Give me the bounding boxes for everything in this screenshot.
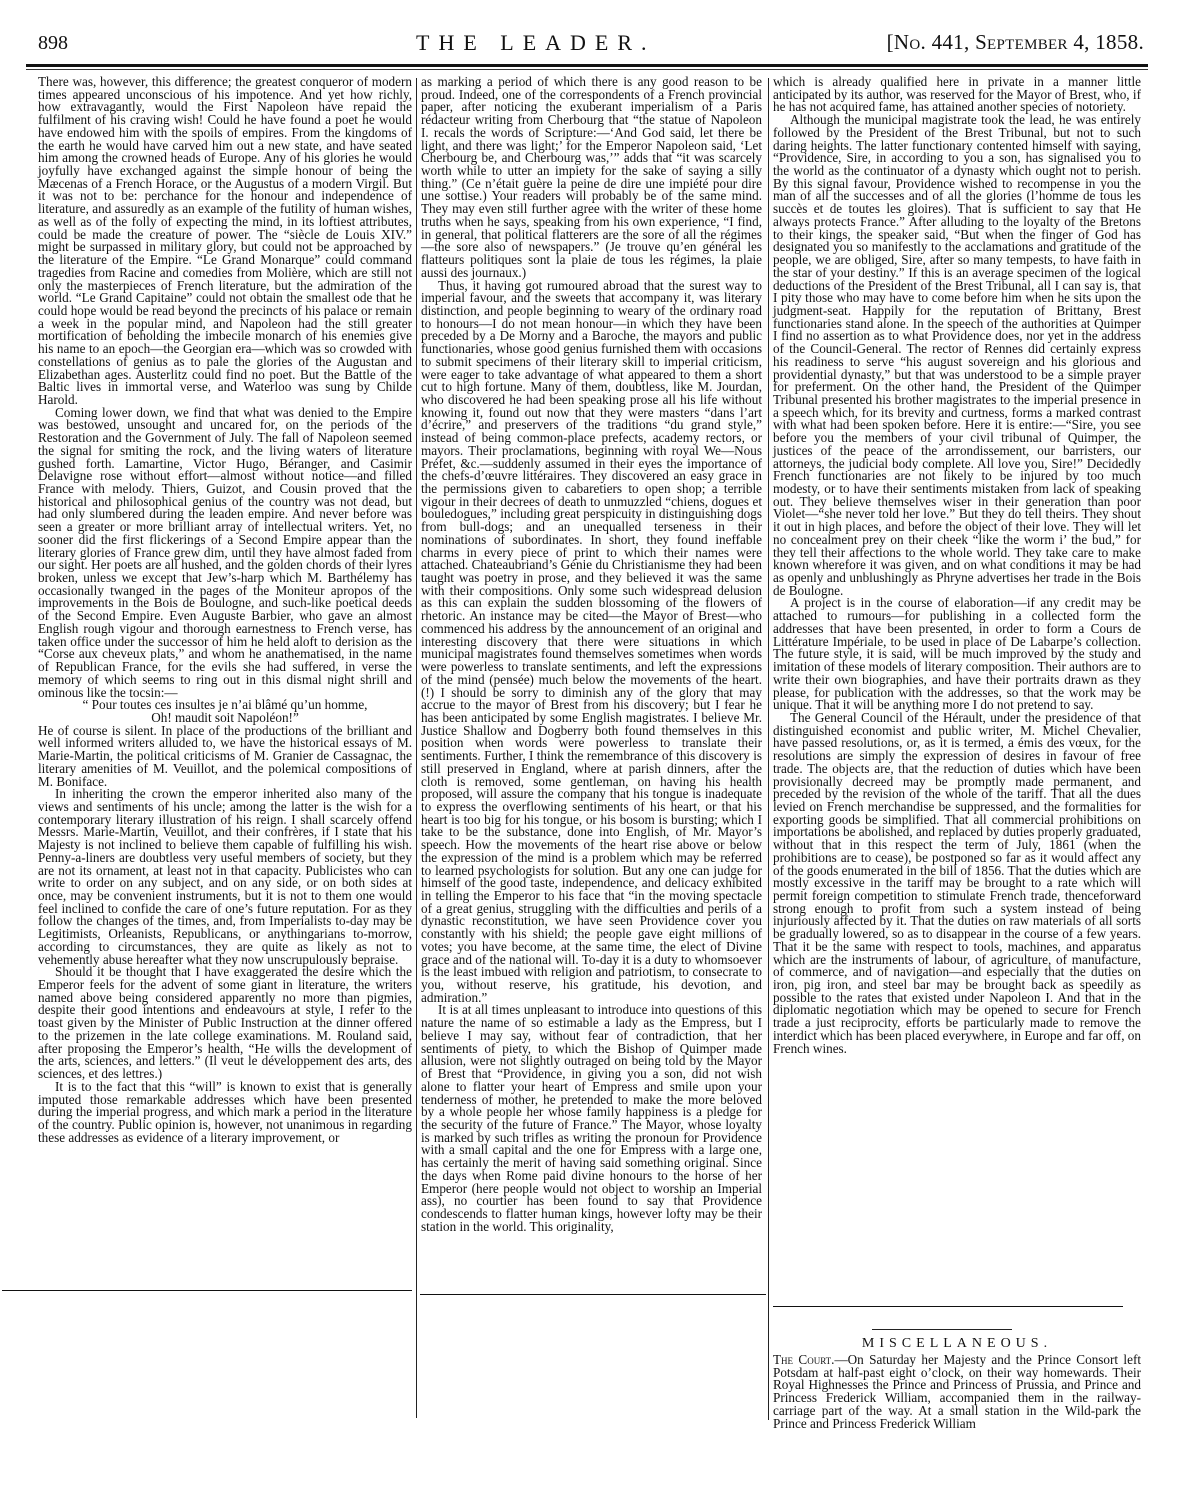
masthead xyxy=(38,28,1146,56)
newspaper-title: THE LEADER. xyxy=(416,30,656,55)
masthead-rule-thick xyxy=(26,64,1148,67)
paragraph: The General Council of the Hérault, under the presidence of that distinguished economist and public writer, M. Michel Chevalier, have passed resolutions, or, as it is termed, a émis des vœux, for the resolutions are simply the expression of desires in favour of free trade. The objects are, that the reduction of duties which have been provisionally decreed may be promptly made permanent, and preceded by the revision of the whole of the tariff. That all the dues levied on French merchandise be suppressed, and the formalities for exporting goods be simplified. That all commercial prohibitions on importations be abolished, and replaced by duties properly graduated, without that in this respect the term of July, 1861 (when the prohibitions are to cease), be postponed so far as it would affect any of the goods enumerated in the bill of 1856. That the duties which are mostly excessive in the tariff may be brought to a rate which will permit foreign competition to stimulate French trade, thenceforward strong enough to profit from such a system instead of being injuriously affected by it. That the duties on raw materials of all sorts be gradually lowered, so as to disappear in the course of a few years. That it be the same with respect to tools, machines, and apparatus which are the instruments of labour, of agriculture, of manufacture, of commerce, and of navigation—and especially that the duties on iron, pig iron, and steel bar may be brought back as speedily as possible to the rates that existed under Napoleon I. And that in the diplomatic negotiation which may be opened to secure for French trade a just reciprocity, efforts be particularly made to remove the interdict which has been placed everywhere, in Europe and far off, on French wines. xyxy=(773,709,1141,1056)
paragraph: There was, however, this difference; the greatest conqueror of modern times appeared unconscious of his impotence. And yet how richly, how extravagantly, would the First Napoleon have repaid the fulfilment of his craving wish! Could he have found a poet he would have endowed him with the spoils of empires. From the kingdoms of the earth he would have carved him out a new state, and have seated him among the crowned heads of Europe. Any of his glories he would joyfully have exchanged against the simple honour of being the Mæcenas of a French Horace, or the Augustus of a modern Virgil. But it was not to be: perchance for the honour and independence of literature, and assuredly as an example of the futility of human wishes, as well as of the folly of expecting the mind, in its loftiest attributes, could be made the creature of power. The “siècle de Louis XIV.” might be surpassed in military glory, but could not be approached by the literature of the Empire. “Le Grand Monarque” could command tragedies from Racine and comedies from Molière, which are still not only the masterpieces of French literature, but the admiration of the world. “Le Grand Capitaine” could not obtain the smallest ode that he could hope would be read beyond the precincts of his palace or remain a week in the popular mind, and Napoleon had the still greater mortification of beholding the imbecile monarch of his enemies give his name to an epoch—the Georgian era—which was so crowded with constellations of genius as to pale the glories of the Augustan and Elizabethan ages. Austerlitz could find no poet. But the Battle of the Baltic lives in immortal verse, and Waterloo was sung by Childe Harold. xyxy=(38,74,412,407)
paragraph: In inheriting the crown the emperor inherited also many of the views and sentiments of his uncle; among the latter is the wish for a contemporary literary illustration of his reign. I shall scarcely offend Messrs. Marie-Martin, Veuillot, and their confrères, if I state that his Majesty is not inclined to believe them capable of fulfilling his wish. Penny-a-liners are doubtless very useful members of society, but they are not its ornament, at least not in that capacity. Publicistes who can write to order on any subject, and on any side, or on both sides at once, may be convenient instruments, but it is not to them one would feel inclined to confide the care of one’s future reputation. For as they follow the changes of the times, and, from Imperialists to-day may be Legitimists, Orleanists, Republicans, or anythingarians to-morrow, according to circumstances, they are quite as likely as not to vehemently abuse hereafter what they now unscrupulously bepraise. xyxy=(38,786,412,967)
paragraph: Coming lower down, we find that what was denied to the Empire was bestowed, unsought and uncared for, on the periods of the Restoration and the Government of July. The fall of Napoleon seemed the signal for smiting the rock, and the living waters of literature gushed forth. Lamartine, Victor Hugo, Béranger, and Casimir Delavigne rose without effort—almost without notice—and filled France with melody. Thiers, Guizot, and Cousin proved that the historical and philosophical genius of the country was not dead, but had only slumbered during the leaden empire. And never before was seen a greater or more brilliant array of intellectual writers. Yet, no sooner did the first flickerings of a Second Empire appear than the literary glories of France grew dim, until they have almost faded from our sight. Her poets are all hushed, and the golden chords of their lyres broken, unless we except that Jew’s-harp which M. Barthélemy has occasionally twanged in the pages of the Moniteur apropos of the improvements in the Bois de Boulogne, and such-like poetical deeds of the Second Empire. Even Auguste Barbier, who gave an almost English rough vigour and thorough earnestness to French verse, has taken office under the successor of him he held aloft to derision as the “Corse aux cheveux plats,” and whom he anathematised, in the name of Republican France, for the evils she had suffered, in verse the memory of which seems to ring out in this dismal night shrill and ominous like the tocsin:— xyxy=(38,404,412,700)
paragraph: as marking a period of which there is any good reason to be proud. Indeed, one of the correspondents of a French provincial paper, after noticing the exuberant imperialism of a Paris rédacteur writing from Cherbourg that “the statue of Napoleon I. recals the words of Scripture:—‘And God said, let there be light, and there was light;’ for the Emperor Napoleon said, ‘Let Cherbourg be, and Cherbourg was,’” adds that “it was scarcely worth while to utter an impiety for the sake of saying a silly thing.” (Ce n’était guère la peine de dire une impiété pour dire une sottise.) Your readers will probably be of the same mind. They may even still further agree with the writer of these home truths when he says, speaking from his own experience, “I find, in general, that political flatterers are the sore of all the régimes—the sore also of newspapers.” (Je trouve qu’en général les flatteurs politiques sont la plaie de tous les régimes, la plaie aussi des journaux.) xyxy=(421,74,762,280)
article-column-1 xyxy=(38,76,412,1144)
issue-info: [No. 441, September 4, 1858. xyxy=(886,30,1144,54)
paragraph: It is at all times unpleasant to introduce into questions of this nature the name of so estimable a lady as the Empress, but I believe I may say, without fear of contradiction, that her sentiments of piety, to which the Bishop of Quimper made allusion, were not slightly outraged on being told by the Mayor of Brest that “Providence, in giving you a son, did not wish alone to flatter your heart of Empress and smile upon your tenderness of mother, he pretended to make the more beloved by a whole people her whose family happiness is a pledge for the security of the future of France.” The Mayor, whose loyalty is marked by such trifles as writing the pronoun for Providence with a small capital and the one for Empress with a large one, has certainly the merit of having said something original. Since the days when Rome paid divine honours to the horse of her Emperor (here people would not object to worship an Imperial ass), no courtier has been found to say that Providence condescends to flatter human kings, however lofty may be their station in the world. This originality, xyxy=(421,1002,762,1234)
column-divider-1 xyxy=(416,78,417,1418)
item-body: —On Saturday her Majesty and the Prince Consort left Potsdam at half-past eight o’clock, on their way homewards. Their Royal Highnesses the Prince and Princess of Prussia, and Prince and Princess Frederick William, accompanied them in the railway-carriage part of the way. At a small station in the Wild-park the Prince and Princess Frederick William xyxy=(773,1352,1142,1431)
verse-quote xyxy=(38,699,412,724)
paragraph: Although the municipal magistrate took the lead, he was entirely followed by the President of the Brest Tribunal, but not to such daring heights. The latter functionary contented himself with saying, “Providence, Sire, in according to you a son, has signalised you to the world as the continuator of a dynasty which ought not to perish. By this signal favour, Providence wished to recompense in you the man of all the successes and of all the glories (l’homme de tous les succès et de toutes les gloires). That is sufficient to say that He always protects France.” After alluding to the loyalty of the Bretons to their kings, the speaker said, “But when the finger of God has designated you so manifestly to the acclamations and gratitude of the people, we are obliged, Sire, after so many tempests, to have faith in the star of your destiny.” If this is an average specimen of the logical deductions of the President of the Brest Tribunal, all I can say is, that I pity those who may have to come before him when he sits upon the judgment-seat. Happily for the reputation of Brittany, Brest functionaries stand alone. In the speech of the authorities at Quimper I find no assertion as to what Providence does, nor yet in the address of the Council-General. The rector of Rennes did certainly express his readiness to serve “his august sovereign and his glorious and providential dynasty,” but that was understood to be a simple prayer for preferment. On the other hand, the President of the Quimper Tribunal presented his brother magistrates to the imperial presence in a speech which, for its brevity and curtness, forms a marked contrast with what had been spoken before. Here it is entire:—“Sire, you see before you the members of your civil tribunal of Quimper, the justices of the peace of the arrondissement, our barristers, our attorneys, the judicial body complete. All love you, Sire!” Decidedly French functionaries are not likely to be injured by too much modesty, or to have their sentiments mistaken from lack of speaking out. They believe themselves wiser in their generation than poor Violet—“she never told her love.” But they do tell theirs. They shout it out in high places, and before the object of their love. They will let no concealment prey on their cheek “like the worm i’ the bud,” for they tell their affections to the whole world. They take care to make known wherefore it was given, and on what conditions it may be had as openly and unblushingly as Phryne advertises her trade in the Bois de Boulogne. xyxy=(773,112,1141,598)
miscellaneous-item xyxy=(773,1354,1141,1430)
item-lead: The Court. xyxy=(773,1352,835,1367)
fold-line-middle xyxy=(420,1294,766,1295)
fold-line-left xyxy=(2,1290,412,1291)
paragraph: It is to the fact that this “will” is known to exist that is generally imputed those remarkable addresses which have been presented during the imperial progress, and which mark a period in the literature of the country. Public opinion is, however, not unanimous in regarding these addresses as evidence of a literary improvement, or xyxy=(38,1078,412,1145)
paragraph: which is already qualified here in private in a manner little anticipated by its author, was reserved for the Mayor of Brest, who, if he has not acquired fame, has attained another species of notoriety. xyxy=(773,74,1141,115)
verse-line: Oh! maudit soit Napoléon!” xyxy=(151,709,299,725)
section-heading-miscellaneous: MISCELLANEOUS. xyxy=(861,1336,1053,1351)
paragraph: He of course is silent. In place of the productions of the brilliant and well informed writers alluded to, we have the historical essays of M. Marie-Martin, the political criticisms of M. Granier de Cassagnac, the literary amenities of M. Veuillot, and the polemical compositions of M. Boniface. xyxy=(38,722,412,789)
paragraph: Should it be thought that I have exaggerated the desire which the Emperor feels for the advent of some giant in literature, the writers named above being considered apparently no more than pigmies, despite their good intentions and endeavours at style, I refer to the toast given by the Minister of Public Instruction at the dinner offered to the prizemen in the late college examinations. M. Rouland said, after proposing the Emperor’s health, “He wills the development of the arts, sciences, and letters.” (Il veut le développement des arts, des sciences, et des lettres.) xyxy=(38,964,412,1082)
fold-line-right xyxy=(773,1306,1123,1307)
article-column-3 xyxy=(773,76,1141,1055)
page-number: 898 xyxy=(38,32,68,54)
masthead-rule-thin xyxy=(26,69,1148,70)
article-column-2 xyxy=(421,76,762,1233)
section-divider xyxy=(872,1329,1012,1330)
paragraph: A project is in the course of elaboration—if any credit may be attached to rumours—for publishing in a collected form the addresses that have been presented, in order to form a Cours de Littérature Impériale, to be used in place of De Labarpe’s collection. The future style, it is said, will be much improved by the study and imitation of these models of literary composition. Their authors are to write their own biographies, and have their portraits drawn as they please, for publication with the addresses, so that the work may be unique. That it will be anything more I do not pretend to say. xyxy=(773,595,1141,713)
paragraph: Thus, it having got rumoured abroad that the surest way to imperial favour, and the sweets that accompany it, was literary distinction, and people beginning to weary of the ordinary road to honours—I do not mean honour—in which they have been preceded by a De Morny and a Baroche, the mayors and public functionaries, whose good genius furnished them with occasions to submit specimens of their literary skill to imperial criticism, were eager to take advantage of what appeared to them a short cut to high fortune. Many of them, doubtless, like M. Jourdan, who discovered he had been speaking prose all his life without knowing it, found out now that they were masters “dans l’art d’écrire,” and preservers of the traditions “du grand style,” instead of being common-place prefects, academy rectors, or mayors. Their proclamations, beginning with royal We—Nous Préfet, &c.—suddenly assumed in their eyes the importance of the chefs-d’œuvre littéraires. They discovered an easy grace in the permissions given to cabaretiers to open shop; a terrible vigour in their decrees of death to unmuzzled “chiens, dogues et bouledogues,” including great perspicuity in distinguishing dogs from bull-dogs; and an unequalled terseness in their nominations of subordinates. In short, they found ineffable charms in every piece of print to which their names were attached. Chateaubriand’s Génie du Christianisme they had been taught was poetry in prose, and they believed it was the same with their compositions. Only some such widespread delusion as this can explain the sudden blossoming of the flowers of rhetoric. An instance may be cited—the Mayor of Brest—who commenced his address by the announcement of an original and interesting discovery that there were situations in which municipal magistrates found themselves sometimes when words were powerless to translate sentiments, and left the expressions of the mind (pensée) much below the movements of the heart. (!) I should be sorry to diminish any of the glory that may accrue to the mayor of Brest from his discovery; but I fear he has been anticipated by some English magistrates. I believe Mr. Justice Shallow and Dogberry both found themselves in this position when words were powerless to translate their sentiments. Further, I think the remembrance of this discovery is still preserved in England, where at parish dinners, after the cloth is removed, some gentleman, on having his health proposed, will assure the company that his tongue is inadequate to express the overflowing sentiments of his heart, or that his heart is too big for his tongue, or his bosom is bursting; which I take to be the substance, done into English, of Mr. Mayor’s speech. How the movements of the heart rise above or below the expression of the mind is a problem which may be referred to learned psychologists for solution. But any one can judge for himself of the good taste, independence, and delicacy exhibited in telling the Emperor to his face that “in the moving spectacle of a great genius, struggling with the difficulties and perils of a dynastic reconstitution, we have seen Providence cover you constantly with his shield; the people gave eight millions of votes; you have become, at the same time, the elect of Divine grace and of the national will. To-day it is a duty to whomsoever is the least imbued with religion and patriotism, to consecrate to you, without reserve, his gratitude, his devotion, and admiration.” xyxy=(421,277,762,1005)
verse-line: “ Pour toutes ces insultes je n’ai blâmé qu’un homme, xyxy=(82,697,368,713)
column-divider-2 xyxy=(768,78,769,1420)
